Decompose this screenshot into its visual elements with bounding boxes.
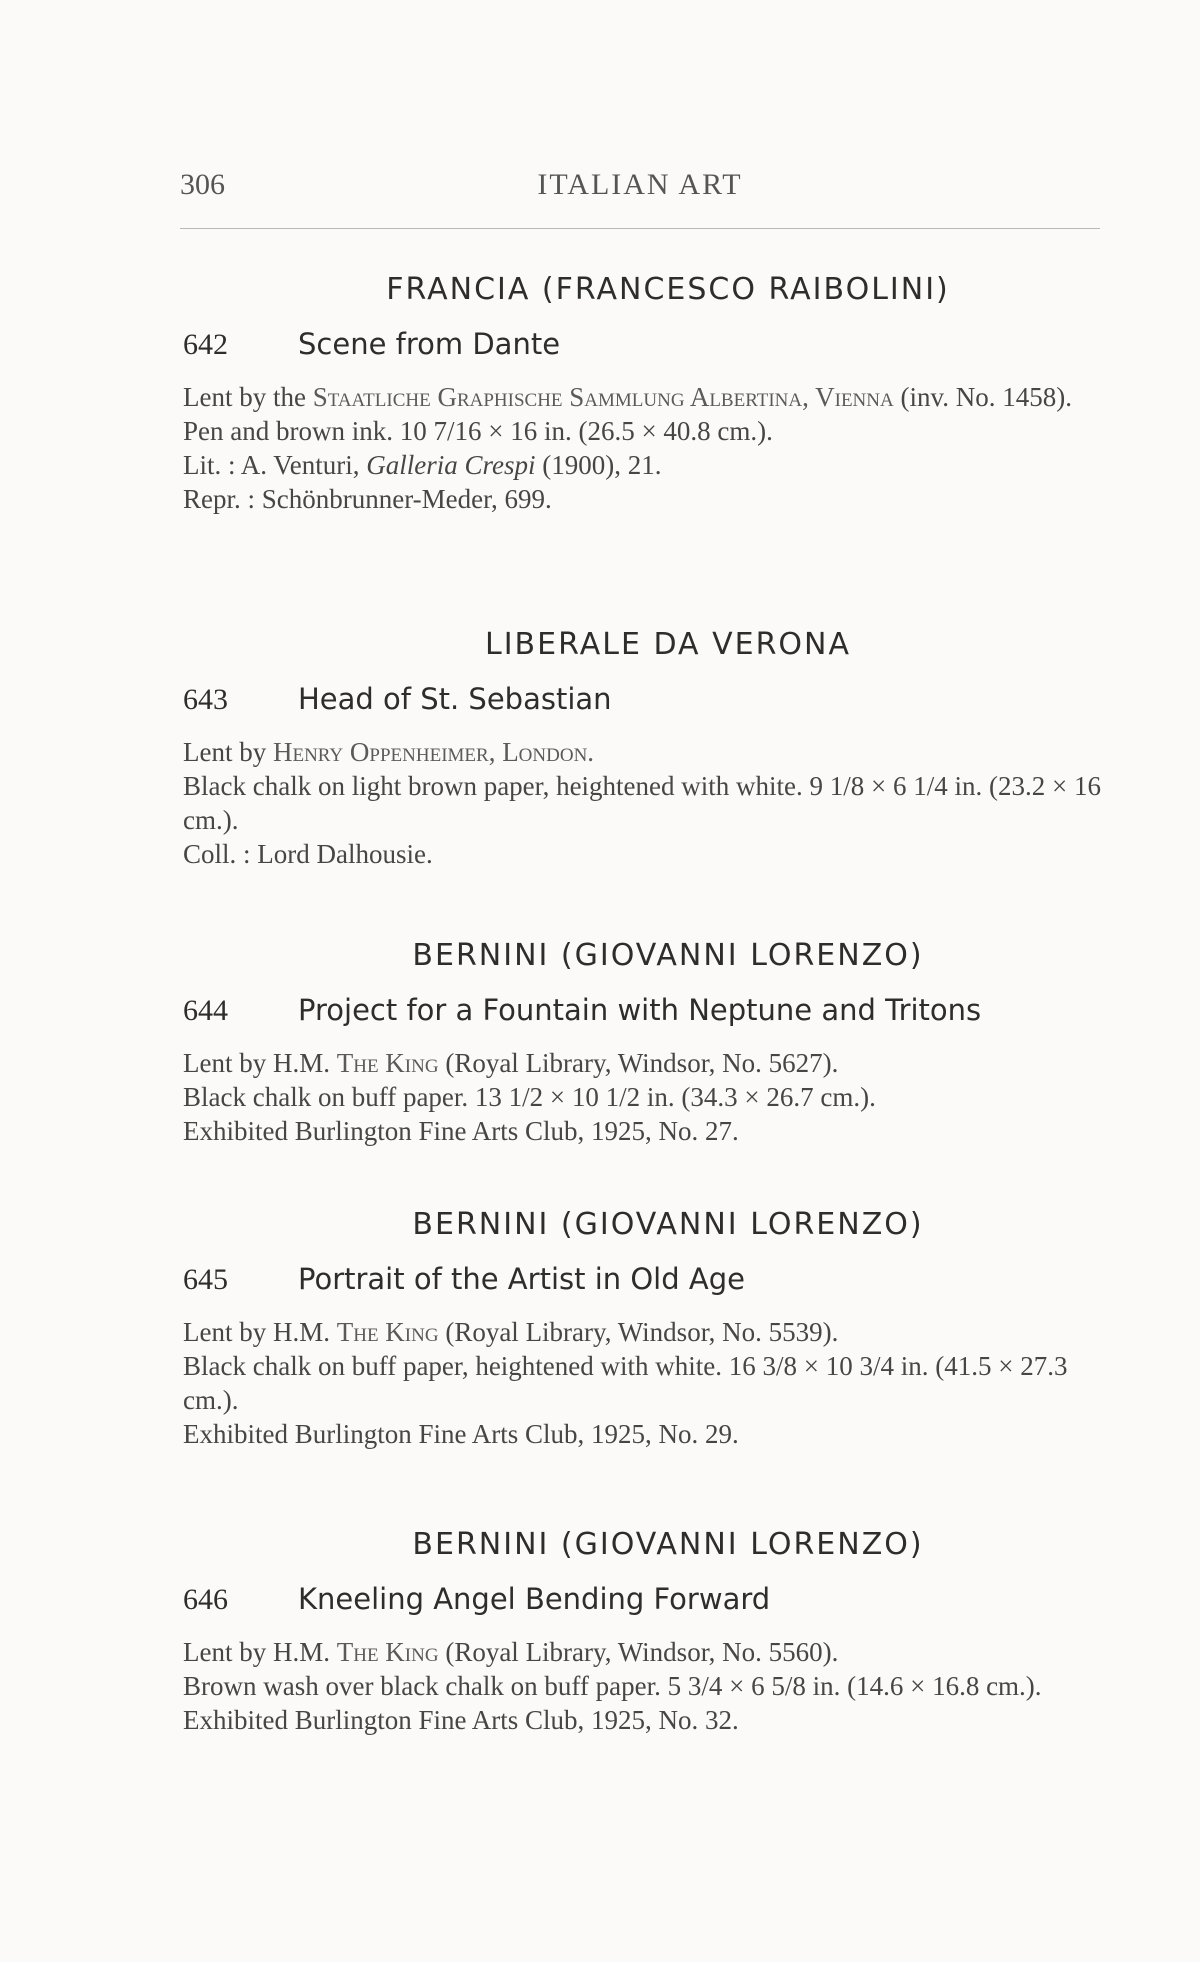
- catalogue-entry: [183, 1527, 1113, 1737]
- collection-line: Coll. : Lord Dalhousie.: [183, 839, 433, 869]
- lender-name: Staatliche Graphische Sammlung Albertina, Vienna: [312, 382, 894, 412]
- exhibited-line: Exhibited Burlington Fine Arts Club, 1925, No. 32.: [183, 1705, 739, 1735]
- lent-prefix: Lent by H.M.: [183, 1637, 330, 1667]
- artist-heading: BERNINI (GIOVANNI LORENZO): [412, 1207, 924, 1242]
- entry-title-line: [183, 327, 1113, 362]
- artist-heading: LIBERALE DA VERONA: [485, 627, 851, 662]
- literature-line: [183, 448, 1113, 482]
- page-number: 306: [180, 168, 225, 201]
- catalogue-entry: [183, 272, 1113, 516]
- reproduction-line: Repr. : Schönbrunner-Meder, 699.: [183, 484, 552, 514]
- artist-heading: FRANCIA (FRANCESCO RAIBOLINI): [386, 272, 950, 307]
- lent-prefix: Lent by H.M.: [183, 1317, 330, 1347]
- medium-line: Black chalk on light brown paper, heightened with white. 9 1/8 × 6 1/4 in. (23.2 × 16 cm.).: [183, 771, 1101, 835]
- entry-title-line: [183, 993, 1113, 1028]
- lent-suffix: (inv. No. 1458).: [900, 382, 1072, 412]
- lent-prefix: Lent by: [183, 737, 267, 767]
- entry-title-line: [183, 1582, 1113, 1617]
- lent-by-line: [183, 1046, 1113, 1080]
- exhibited-line: Exhibited Burlington Fine Arts Club, 1925, No. 27.: [183, 1116, 739, 1146]
- artist-heading: BERNINI (GIOVANNI LORENZO): [412, 1527, 924, 1562]
- catalogue-entry: [183, 627, 1113, 871]
- literature-rest: (1900), 21.: [542, 450, 662, 480]
- catalogue-entry: [183, 1207, 1113, 1451]
- catalogue-number: 642: [183, 328, 228, 361]
- catalogue-number: 645: [183, 1263, 228, 1296]
- lent-suffix: (Royal Library, Windsor, No. 5627).: [445, 1048, 839, 1078]
- lent-by-line: [183, 380, 1113, 414]
- entry-details: [183, 735, 1113, 871]
- running-title: ITALIAN ART: [537, 168, 743, 201]
- catalogue-number: 646: [183, 1583, 228, 1616]
- literature-work: Galleria Crespi: [366, 450, 536, 480]
- work-title: Portrait of the Artist in Old Age: [298, 1262, 745, 1296]
- entry-details: [183, 1046, 1113, 1148]
- work-title: Scene from Dante: [298, 327, 561, 361]
- lent-by-line: [183, 735, 1113, 769]
- lent-by-line: [183, 1315, 1113, 1349]
- running-head: [180, 168, 1100, 208]
- entry-details: [183, 380, 1113, 516]
- catalogue-number: 644: [183, 994, 228, 1027]
- medium-line: Brown wash over black chalk on buff paper. 5 3/4 × 6 5/8 in. (14.6 × 16.8 cm.).: [183, 1671, 1042, 1701]
- lender-name: The King: [336, 1317, 439, 1347]
- header-rule: [180, 228, 1100, 229]
- lent-prefix: Lent by the: [183, 382, 306, 412]
- medium-line: Black chalk on buff paper. 13 1/2 × 10 1/2 in. (34.3 × 26.7 cm.).: [183, 1082, 876, 1112]
- medium-line: Black chalk on buff paper, heightened with white. 16 3/8 × 10 3/4 in. (41.5 × 27.3 cm.).: [183, 1351, 1068, 1415]
- lent-suffix: (Royal Library, Windsor, No. 5560).: [445, 1637, 839, 1667]
- work-title: Project for a Fountain with Neptune and Tritons: [298, 993, 982, 1027]
- catalogue-number: 643: [183, 683, 228, 716]
- artist-heading: BERNINI (GIOVANNI LORENZO): [412, 938, 924, 973]
- work-title: Head of St. Sebastian: [298, 682, 612, 716]
- lender-name: The King: [336, 1637, 439, 1667]
- entry-title-line: [183, 682, 1113, 717]
- lent-suffix: (Royal Library, Windsor, No. 5539).: [445, 1317, 839, 1347]
- exhibited-line: Exhibited Burlington Fine Arts Club, 1925, No. 29.: [183, 1419, 739, 1449]
- lent-prefix: Lent by H.M.: [183, 1048, 330, 1078]
- lent-by-line: [183, 1635, 1113, 1669]
- catalogue-entry: [183, 938, 1113, 1148]
- entry-details: [183, 1315, 1113, 1451]
- medium-line: Pen and brown ink. 10 7/16 × 16 in. (26.5 × 40.8 cm.).: [183, 416, 773, 446]
- literature-label: Lit. : A. Venturi,: [183, 450, 360, 480]
- work-title: Kneeling Angel Bending Forward: [298, 1582, 771, 1616]
- entry-details: [183, 1635, 1113, 1737]
- entry-title-line: [183, 1262, 1113, 1297]
- lender-name: The King: [336, 1048, 439, 1078]
- lender-name: Henry Oppenheimer, London.: [272, 737, 595, 767]
